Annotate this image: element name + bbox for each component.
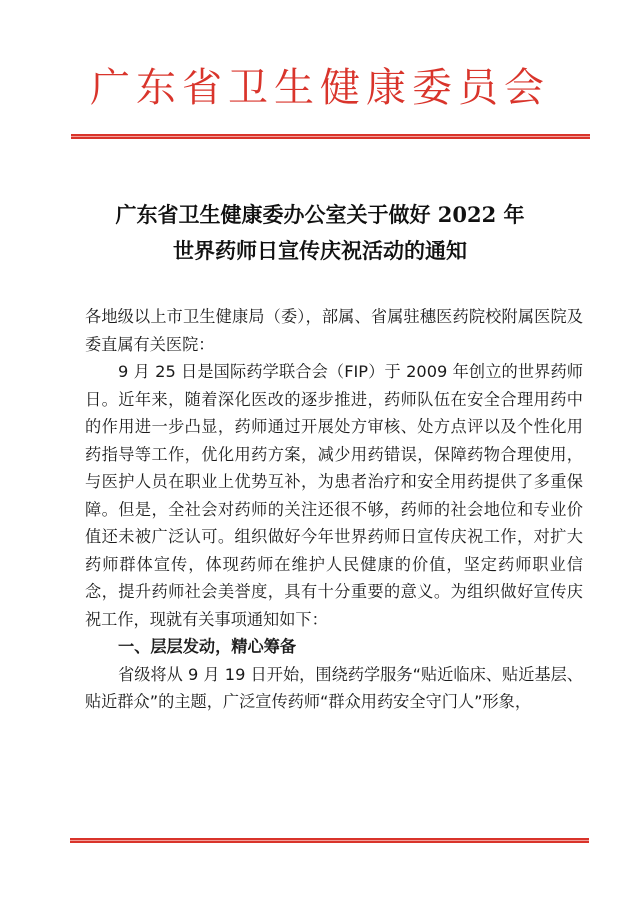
addressee: 各地级以上市卫生健康局（委），部属、省属驻穗医药院校附属医院及委直属有关医院： <box>85 307 583 354</box>
title-line-1: 广东省卫生健康委办公室关于做好 2022 年 <box>115 202 525 227</box>
title-line-2: 世界药师日宣传庆祝活动的通知 <box>173 238 467 263</box>
section-heading-1: 一、层层发动，精心筹备 <box>118 637 297 656</box>
issuer-masthead: 广东省卫生健康委员会 <box>90 65 550 111</box>
red-divider-top <box>71 134 590 139</box>
paragraph-1: 9 月 25 日是国际药学联合会（FIP）于 2009 年创立的世界药师日。近年来，随着深化医改的逐步推进，药师队伍在安全合理用药中的作用进一步凸显，药师通过开展处方审核、处方点评以及个性化用药指导等工作，优化用药方案，减少用药错误，保障药物合理使用，与医护人员在职业上优势互补，为患者治疗和安全用药提供了多重保障。但是，全社会对药师的关注还很不够，药师的社会地位和专业价值还未被广泛认可。组织做好今年世界药师日宣传庆祝工作，对扩大药师群体宣传，体现药师在维护人民健康的价值，坚定药师职业信念，提升药师社会美誉度，具有十分重要的意义。为组织做好宣传庆祝工作，现就有关事项通知如下： <box>85 362 583 629</box>
red-divider-bottom <box>70 838 589 843</box>
section-1-paragraph: 省级将从 9 月 19 日开始，围绕药学服务“贴近临床、贴近基层、贴近群众”的主题，广泛宣传药师“群众用药安全守门人”形象， <box>85 664 583 711</box>
document-body <box>85 303 583 716</box>
document-title <box>40 197 600 269</box>
